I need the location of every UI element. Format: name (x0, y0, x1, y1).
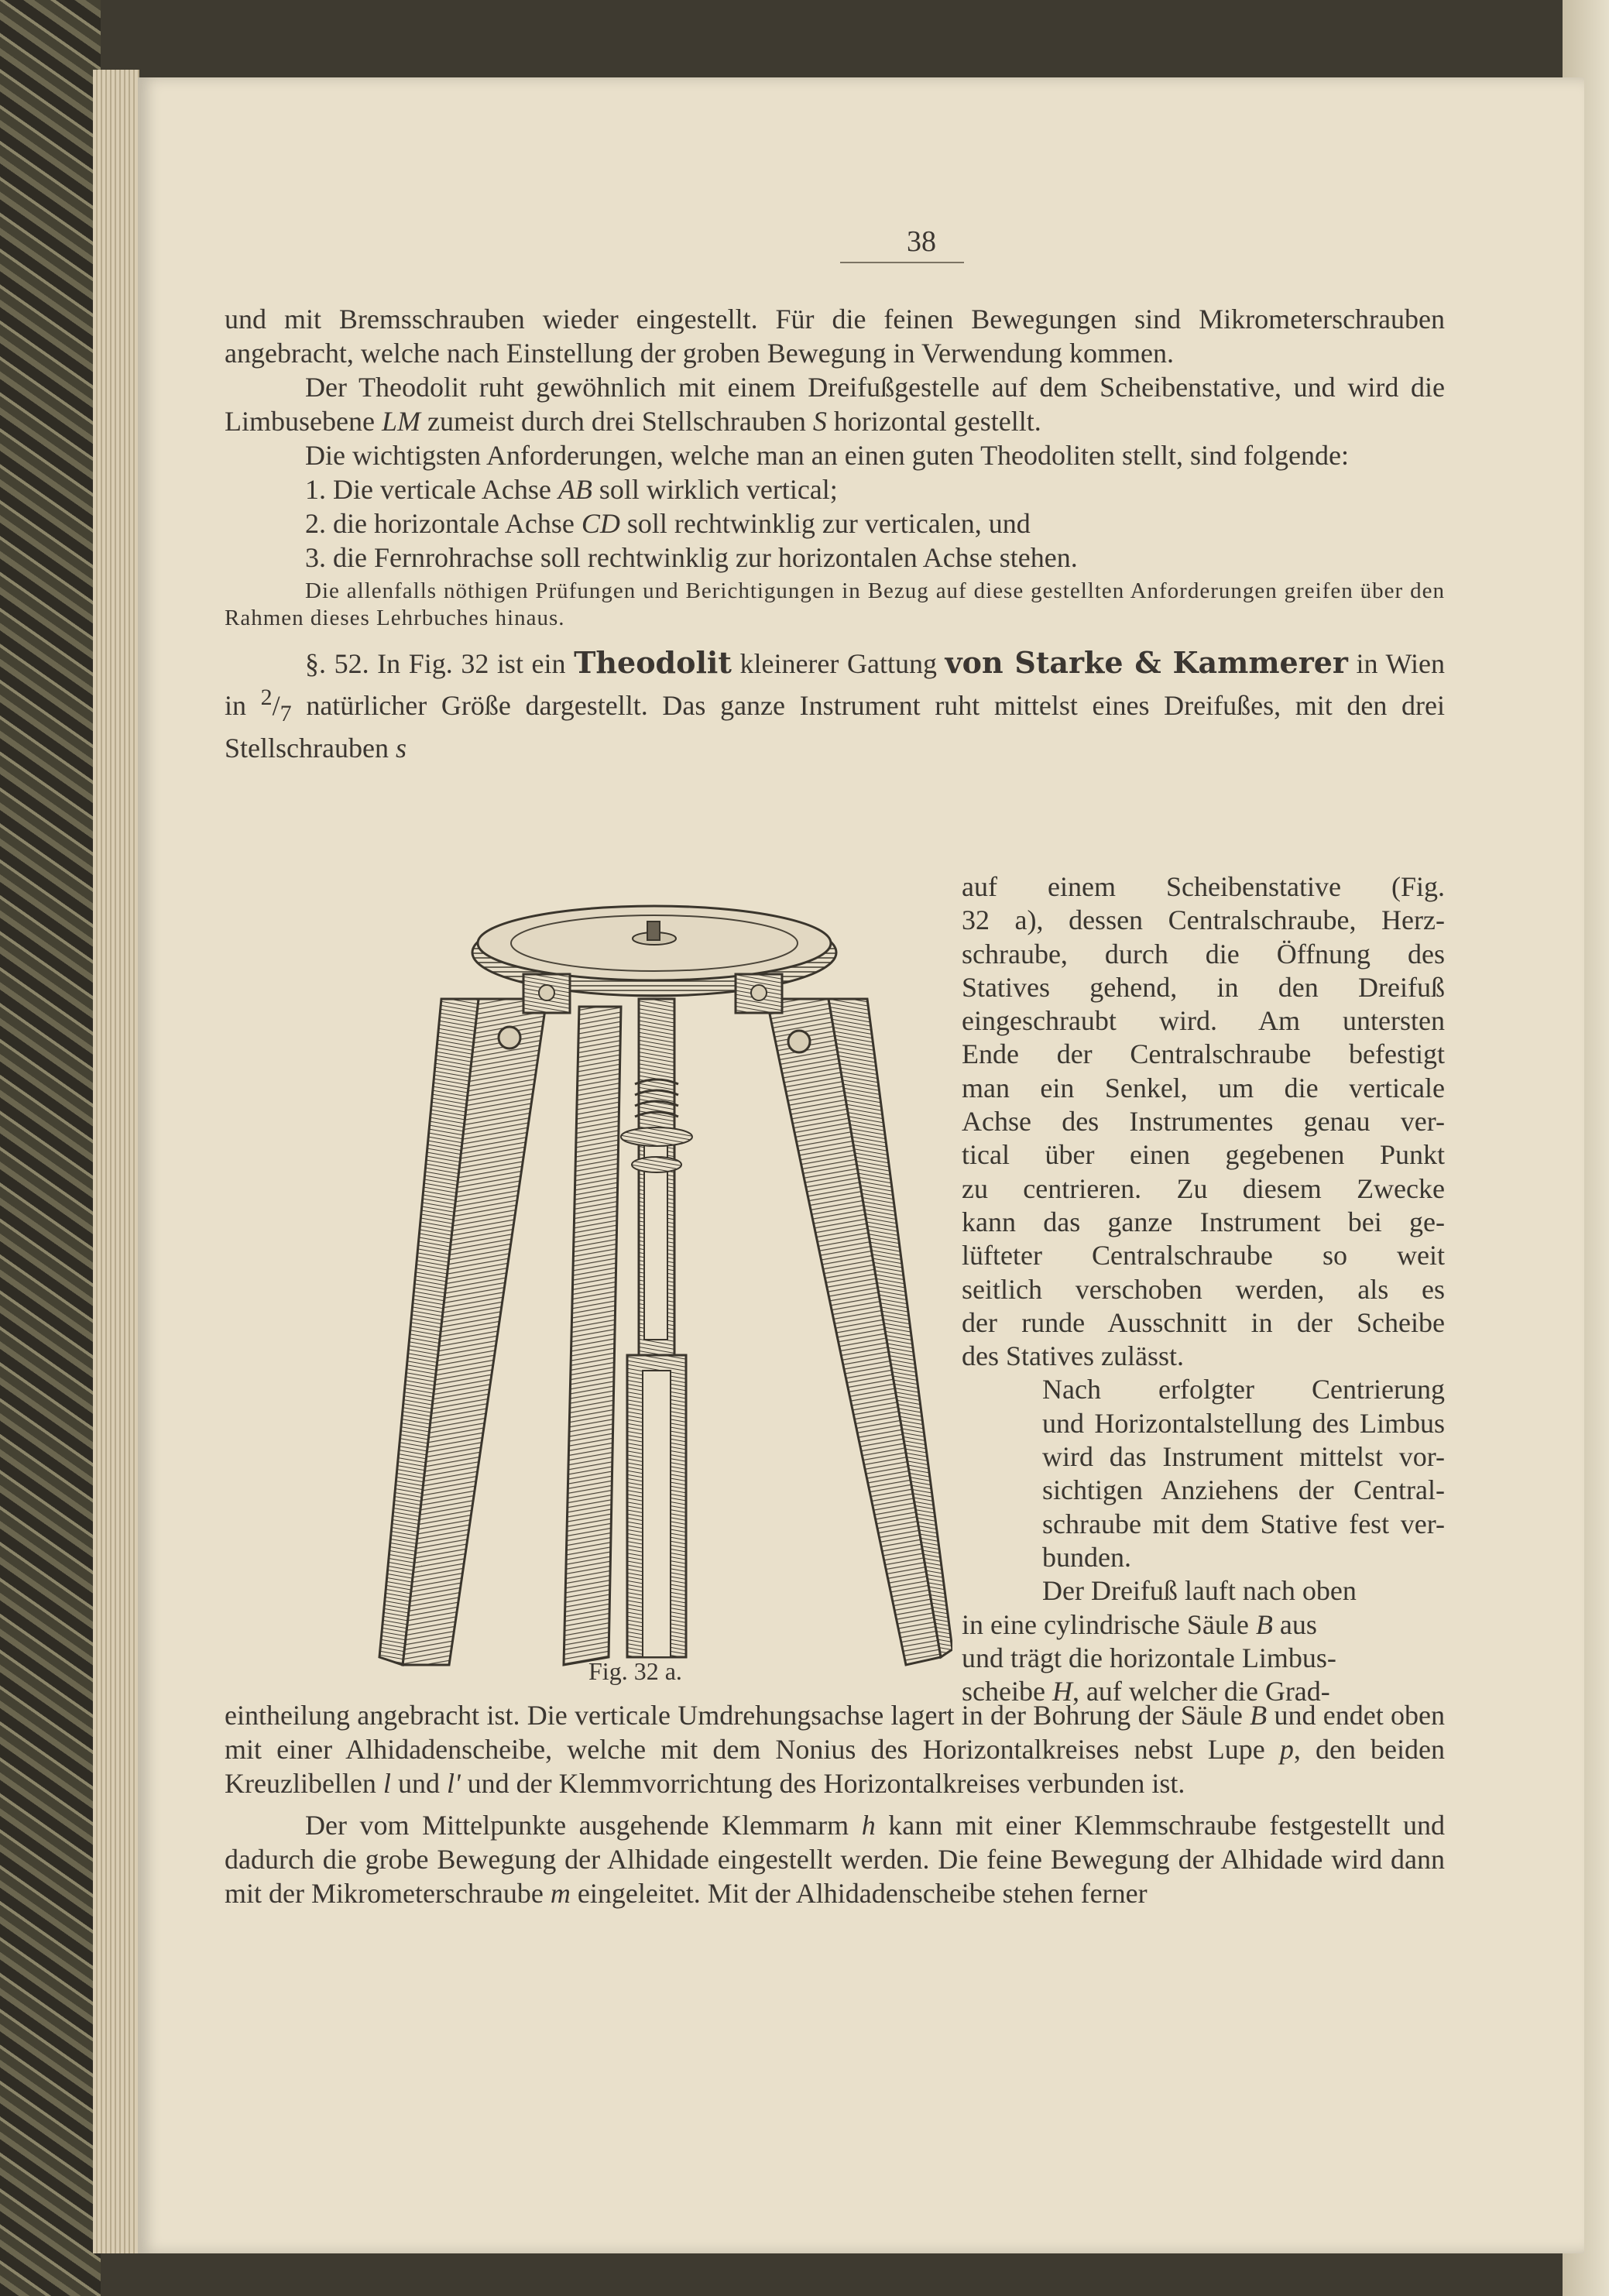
side-line-15: des Statives zulässt. (962, 1340, 1184, 1372)
side-line-11: kann das ganze Instrument bei ge- (962, 1206, 1445, 1237)
paragraph-2: Der Theodolit ruht gewöhnlich mit einem Dreifußgestelle auf dem Scheibenstative, und wird die Limbusebene LM zumeist durch drei Stellschrauben S horizontal gestellt. (225, 372, 1445, 437)
side-column-lines (962, 870, 1445, 1373)
figure-caption: Fig. 32 a. (588, 1657, 682, 1685)
side-line-13: seitlich verschoben werden, als es (962, 1273, 1445, 1305)
side-line-2: 32 a), dessen Centralschraube, Herz- (962, 904, 1445, 936)
tripod-figure (372, 891, 952, 1680)
bottom-text-block (225, 1698, 1445, 1910)
paragraph-continuation: eintheilung angebracht ist. Die verticale Umdrehungsachse lagert in der Bohrung der Säule B und endet oben mit einer Alhidadenscheibe, welche mit dem Nonius des Horizontalkreises nebst Lupe p, den beiden Kreuzlibellen l und l' und der Klemmvorrichtung des Horizontalkreises verbunden ist. (225, 1700, 1446, 1799)
side-p2-line-3: wird das Instrument mittelst vor- (1042, 1441, 1445, 1473)
top-text-block (225, 302, 1445, 765)
side-p2-line-2: und Horizontalstellung des Limbus (1042, 1407, 1445, 1439)
side-p2-line-4: sichtigen Anziehens der Central- (1042, 1474, 1445, 1506)
side-line-9: tical über einen gegebenen Punkt (962, 1139, 1445, 1171)
tripod-leg-middle (564, 1007, 621, 1665)
side-column-paragraph-3 (962, 1574, 1445, 1708)
list-item-1: 1. Die verticale Achse AB soll wirklich vertical; (305, 474, 838, 505)
list-item-2: 2. die horizontale Achse CD soll rechtwinklig zur verticalen, und (305, 508, 1031, 539)
side-line-8: Achse des Instrumentes genau ver- (962, 1106, 1445, 1138)
paragraph-3: Die wichtigsten Anforderungen, welche man an einen guten Theodoliten stellt, sind folgende: (305, 440, 1349, 471)
paragraph-klemmarm: Der vom Mittelpunkte ausgehende Klemmarm h kann mit einer Klemmschraube festgestellt und dadurch die grobe Bewegung der Alhidade eingestellt werden. Die feine Bewegung der Alhidade wird dann mit der Mikrometerschraube m eingeleitet. Mit der Alhidadenscheibe stehen ferner (225, 1810, 1445, 1909)
side-p3-line-3: und trägt die horizontale Limbus- (962, 1642, 1336, 1673)
side-column-paragraph-2 (962, 1373, 1445, 1574)
side-line-7: man ein Senkel, um die verticale (962, 1072, 1445, 1103)
side-line-6: Ende der Centralschraube befestigt (962, 1038, 1445, 1070)
paragraph-1: und mit Bremsschrauben wieder eingestellt. Für die feinen Bewegungen sind Mikrometerschrauben angebracht, welche nach Einstellung der groben Bewegung in Verwendung kommen. (225, 304, 1445, 369)
side-line-12: lüfteter Centralschraube so weit (962, 1240, 1445, 1272)
side-line-4: Statives gehend, in den Dreifuß (962, 971, 1445, 1003)
side-line-14: der runde Ausschnitt in der Scheibe (962, 1306, 1445, 1338)
list-item-3: 3. die Fernrohrachse soll rechtwinklig zur horizontalen Achse stehen. (305, 542, 1078, 573)
side-line-5: eingeschraubt wird. Am untersten (962, 1005, 1445, 1037)
side-column (962, 870, 1445, 1708)
side-p3-line-1: Der Dreifuß lauft nach oben (1042, 1575, 1357, 1607)
book-cover-binding (0, 0, 101, 2296)
section-52-intro: §. 52. In Fig. 32 ist ein Theodolit kleinerer Gattung von Starke & Kammerer in Wien in $^2/_7$ natürlicher Größe dargestellt. Das ganze Instrument ruht mittelst eines Dreifußes, mit den drei Stellschrauben s (225, 645, 1446, 764)
side-p2-line-5: schraube mit dem Stative fest ver- (1042, 1508, 1445, 1539)
small-note: Die allenfalls nöthigen Prüfungen und Berichtigungen in Bezug auf diese gestellten Anforderungen greifen über den Rahmen dieses Lehrbuches hinaus. (225, 578, 1445, 630)
side-line-3: schraube, durch die Öffnung des (962, 938, 1445, 970)
side-p3-line-4: scheibe H, auf welcher die Grad- (962, 1676, 1330, 1707)
page-number-rule (840, 262, 964, 263)
page-edges (93, 70, 139, 2253)
side-p3-line-2: in eine cylindrische Säule B aus (962, 1608, 1317, 1640)
side-line-1: auf einem Scheibenstative (Fig. (962, 871, 1445, 902)
page-number: 38 (907, 225, 936, 258)
side-line-10: zu centrieren. Zu diesem Zwecke (962, 1172, 1445, 1204)
side-p2-line-6: bunden. (1042, 1541, 1131, 1573)
side-p2-line-1: Nach erfolgter Centrierung (1042, 1374, 1445, 1405)
